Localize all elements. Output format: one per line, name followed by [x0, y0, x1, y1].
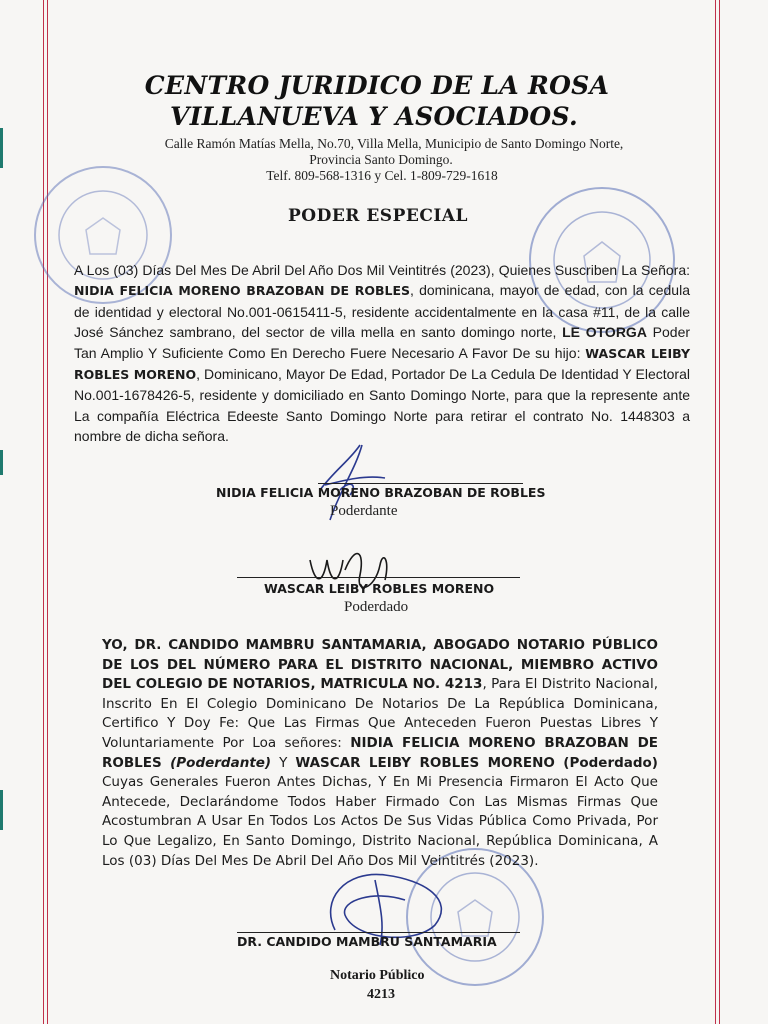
- firm-address: [0, 136, 768, 184]
- grantee-name: WASCAR LEIBY ROBLES MORENO: [74, 345, 691, 383]
- grant-phrase: LE OTORGA: [562, 324, 647, 341]
- firm-name-line-2: VILLANUEVA Y ASOCIADOS.: [170, 102, 578, 131]
- phone-line: Telf. 809-568-1316 y Cel. 1-809-729-1618: [266, 168, 498, 183]
- firm-name-line-1: CENTRO JURIDICO DE LA ROSA: [144, 71, 610, 100]
- body-text-3: Poder Tan Amplio Y Suficiente Como En Derecho Fuere Necesario A Favor De su hijo:: [74, 324, 691, 361]
- grantee-signature-name: WASCAR LEIBY ROBLES MORENO: [264, 581, 495, 596]
- address-line-1: Calle Ramón Matías Mella, No.70, Villa Mella, Municipio de Santo Domingo Norte,: [164, 136, 624, 151]
- grantee-signature-role: Poderdado: [344, 599, 409, 615]
- body-text-1: A Los (03) Días Del Mes De Abril Del Año Dos Mil Veintitrés (2023), Quienes Suscriben La Señora:: [74, 262, 690, 278]
- grantee-signature-line: [237, 577, 520, 578]
- notary-signature-name: DR. CANDIDO MAMBRU SANTAMARIA: [237, 934, 497, 949]
- edge-mark: [0, 450, 3, 475]
- notary-grantee-name: WASCAR LEIBY ROBLES MORENO (Poderdado): [295, 754, 658, 771]
- firm-name: [0, 70, 768, 132]
- edge-mark: [0, 790, 3, 830]
- notary-text-1: , Para El Distrito Nacional, Inscrito En El Colegio Dominicano De Notarios De La República Dominicana, Certifico Y Doy Fe: Que Las Firmas Que Anteceden Fueron Puestas Libres Y Voluntariamente Por Loa señores:: [102, 676, 658, 751]
- letterhead: [0, 70, 768, 184]
- grantor-signature-role: Poderdante: [330, 503, 398, 519]
- notary-certification-paragraph: [102, 636, 658, 871]
- grantor-signature-name: NIDIA FELICIA MORENO BRAZOBAN DE ROBLES: [216, 485, 546, 500]
- grantor-signature-line: [318, 483, 523, 484]
- body-text-4: , Dominicano, Mayor De Edad, Portador De La Cedula De Identidad Y Electoral No.001-1678426-5, residente y domiciliado en Santo Domingo Norte, para que la represente ante La compañía Eléctrica Edeeste Santo Domingo Norte para retirar el contrato No. 1448303 a nombre de dicha señora.: [74, 366, 690, 445]
- notary-signature-number: 4213: [367, 987, 395, 1002]
- notary-text-3: Cuyas Generales Fueron Antes Dichas, Y En Mi Presencia Firmaron El Acto Que Antecede, Declarándome Todos Haber Firmado Con Las Mismas Firmas Que Acostumbran A Usar En Todos Los Actos De Sus Vidas Pública Como Privada, Por Lo Que Legalizo, En Santo Domingo, Distrito Nacional, República Dominicana, A Los (03) Días Del Mes De Abril Del Año Dos Mil Veintitrés (2023).: [102, 774, 658, 869]
- notary-grantor-role: (Poderdante): [161, 754, 272, 771]
- notary-signature-title: Notario Público: [330, 968, 425, 983]
- notary-grantor-name: NIDIA FELICIA MORENO BRAZOBAN DE ROBLES: [102, 734, 658, 771]
- grantor-name: NIDIA FELICIA MORENO BRAZOBAN DE ROBLES: [74, 283, 410, 299]
- address-line-2: Provincia Santo Domingo.: [309, 152, 453, 167]
- document-title: PODER ESPECIAL: [288, 206, 468, 226]
- body-text-2: , dominicana, mayor de edad, con la cedula de identidad y electoral No.001-0615411-5, residente accidentalmente en la casa #11, de la calle José Sánchez sambrano, del sector de villa mella en santo domingo norte,: [74, 282, 690, 341]
- notary-intro: YO, DR. CANDIDO MAMBRU SANTAMARIA, ABOGADO NOTARIO PÚBLICO DE LOS DEL NÚMERO PARA EL DISTRITO NACIONAL, MIEMBRO ACTIVO DEL COLEGIO DE NOTARIOS, MATRICULA NO. 4213: [102, 637, 658, 693]
- notary-text-2: Y: [271, 754, 296, 771]
- notary-signature-line: [237, 932, 520, 933]
- power-of-attorney-paragraph: [74, 260, 690, 447]
